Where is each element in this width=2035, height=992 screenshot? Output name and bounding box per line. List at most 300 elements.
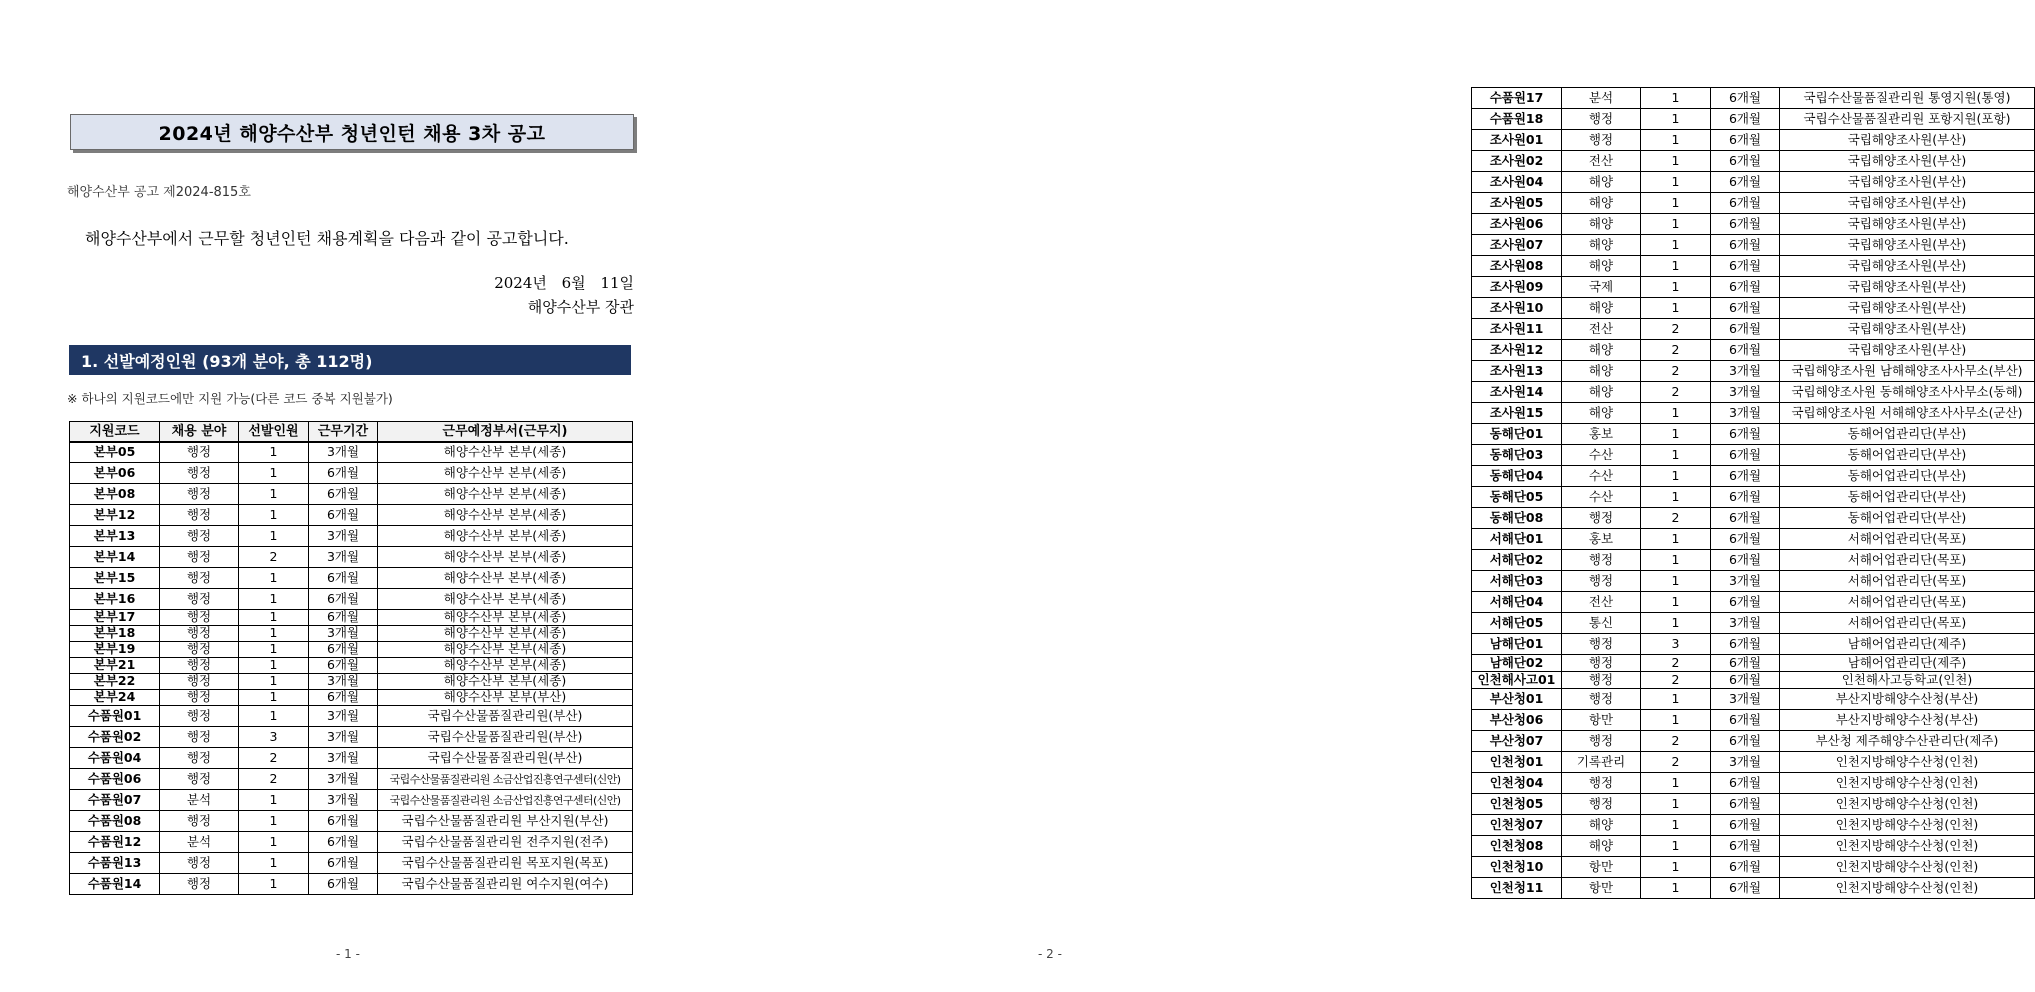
table-row [70, 463, 633, 484]
cell-code: 수품원18 [1472, 109, 1562, 130]
table-row [70, 853, 633, 874]
cell-period: 6개월 [309, 610, 378, 626]
cell-count: 1 [1641, 256, 1711, 277]
cell-field: 행정 [1562, 672, 1641, 689]
cell-period: 3개월 [1711, 382, 1780, 403]
cell-count: 1 [239, 484, 309, 505]
table-row [1472, 298, 2035, 319]
cell-field: 통신 [1562, 613, 1641, 634]
table-row [1472, 529, 2035, 550]
table-row [1472, 773, 2035, 794]
cell-code: 인천청04 [1472, 773, 1562, 794]
cell-code: 조사원08 [1472, 256, 1562, 277]
cell-field: 행정 [160, 811, 239, 832]
table-row [1472, 634, 2035, 655]
cell-field: 수산 [1562, 466, 1641, 487]
table-row [1472, 836, 2035, 857]
cell-code: 수품원01 [70, 706, 160, 727]
table-row [1472, 752, 2035, 773]
table-row [1472, 466, 2035, 487]
cell-place: 부산지방해양수산청(부산) [1780, 710, 2035, 731]
cell-field: 행정 [160, 658, 239, 674]
cell-period: 6개월 [1711, 109, 1780, 130]
cell-field: 행정 [1562, 773, 1641, 794]
cell-place: 해양수산부 본부(세종) [378, 658, 633, 674]
cell-period: 6개월 [1711, 878, 1780, 899]
cell-place: 국립수산물품질관리원 소금산업진흥연구센터(신안) [378, 769, 633, 790]
cell-code: 본부12 [70, 505, 160, 526]
cell-code: 본부08 [70, 484, 160, 505]
cell-code: 수품원06 [70, 769, 160, 790]
cell-count: 1 [239, 463, 309, 484]
cell-period: 6개월 [309, 832, 378, 853]
cell-field: 해양 [1562, 382, 1641, 403]
cell-code: 수품원08 [70, 811, 160, 832]
cell-place: 해양수산부 본부(세종) [378, 547, 633, 568]
cell-code: 본부15 [70, 568, 160, 589]
cell-field: 행정 [160, 853, 239, 874]
cell-count: 1 [1641, 172, 1711, 193]
table-row [1472, 794, 2035, 815]
cell-period: 3개월 [1711, 361, 1780, 382]
cell-field: 해양 [1562, 256, 1641, 277]
cell-place: 서해어업관리단(목포) [1780, 571, 2035, 592]
cell-period: 6개월 [309, 690, 378, 706]
cell-count: 1 [1641, 550, 1711, 571]
cell-place: 국립수산물품질관리원(부산) [378, 748, 633, 769]
cell-count: 1 [1641, 277, 1711, 298]
cell-field: 수산 [1562, 445, 1641, 466]
cell-period: 6개월 [1711, 277, 1780, 298]
cell-place: 국립해양조사원(부산) [1780, 235, 2035, 256]
cell-period: 6개월 [1711, 88, 1780, 109]
cell-field: 항만 [1562, 878, 1641, 899]
cell-period: 3개월 [1711, 571, 1780, 592]
cell-code: 본부24 [70, 690, 160, 706]
cell-period: 6개월 [1711, 466, 1780, 487]
cell-code: 인천청08 [1472, 836, 1562, 857]
cell-count: 1 [1641, 193, 1711, 214]
table-row [70, 811, 633, 832]
table-row [1472, 508, 2035, 529]
cell-count: 1 [239, 658, 309, 674]
cell-count: 1 [1641, 710, 1711, 731]
table-row [1472, 613, 2035, 634]
cell-count: 1 [239, 526, 309, 547]
table-row [1472, 340, 2035, 361]
cell-period: 3개월 [309, 547, 378, 568]
table-row [70, 727, 633, 748]
cell-count: 3 [239, 727, 309, 748]
table-row [1472, 235, 2035, 256]
table-row [70, 769, 633, 790]
cell-code: 조사원06 [1472, 214, 1562, 235]
cell-code: 수품원02 [70, 727, 160, 748]
cell-count: 1 [1641, 88, 1711, 109]
cell-period: 6개월 [309, 505, 378, 526]
cell-field: 해양 [1562, 836, 1641, 857]
cell-field: 행정 [160, 642, 239, 658]
header-period: 근무기간 [309, 422, 378, 442]
cell-count: 1 [239, 853, 309, 874]
cell-code: 부산청07 [1472, 731, 1562, 752]
cell-field: 행정 [160, 874, 239, 895]
cell-period: 6개월 [1711, 235, 1780, 256]
cell-place: 서해어업관리단(목포) [1780, 529, 2035, 550]
table-row [70, 442, 633, 463]
cell-count: 2 [1641, 361, 1711, 382]
cell-field: 행정 [160, 706, 239, 727]
cell-code: 수품원17 [1472, 88, 1562, 109]
cell-period: 6개월 [309, 642, 378, 658]
table-row [70, 874, 633, 895]
signer: 해양수산부 장관 [527, 298, 634, 316]
cell-field: 행정 [160, 484, 239, 505]
cell-code: 본부17 [70, 610, 160, 626]
intro-text: 해양수산부에서 근무할 청년인턴 채용계획을 다음과 같이 공고합니다. [85, 229, 569, 248]
table-row [1472, 193, 2035, 214]
page-2 [700, 0, 2023, 992]
cell-place: 국립해양조사원(부산) [1780, 277, 2035, 298]
cell-field: 해양 [1562, 193, 1641, 214]
cell-period: 6개월 [1711, 550, 1780, 571]
cell-period: 6개월 [1711, 508, 1780, 529]
cell-place: 국립수산물품질관리원 여수지원(여수) [378, 874, 633, 895]
application-note: ※ 하나의 지원코드에만 지원 가능(다른 코드 중복 지원불가) [67, 391, 393, 406]
cell-count: 1 [239, 674, 309, 690]
cell-field: 전산 [1562, 319, 1641, 340]
recruitment-table-page2 [1471, 87, 2035, 899]
cell-count: 2 [1641, 508, 1711, 529]
table-row [1472, 571, 2035, 592]
cell-field: 행정 [1562, 571, 1641, 592]
cell-place: 국립해양조사원(부산) [1780, 298, 2035, 319]
cell-code: 본부18 [70, 626, 160, 642]
cell-code: 조사원02 [1472, 151, 1562, 172]
cell-count: 2 [239, 748, 309, 769]
cell-period: 6개월 [1711, 634, 1780, 655]
cell-count: 1 [239, 442, 309, 463]
page-number: - 2 - [1038, 947, 1062, 961]
cell-field: 행정 [160, 690, 239, 706]
table-row [1472, 172, 2035, 193]
cell-period: 6개월 [309, 658, 378, 674]
cell-code: 남해단02 [1472, 655, 1562, 672]
cell-place: 국립해양조사원 동해해양조사사무소(동해) [1780, 382, 2035, 403]
cell-code: 서해단01 [1472, 529, 1562, 550]
cell-code: 인천해사고01 [1472, 672, 1562, 689]
cell-period: 6개월 [309, 853, 378, 874]
cell-count: 1 [1641, 815, 1711, 836]
cell-count: 2 [1641, 672, 1711, 689]
cell-count: 1 [1641, 689, 1711, 710]
table-row [70, 748, 633, 769]
cell-field: 행정 [1562, 655, 1641, 672]
cell-place: 해양수산부 본부(세종) [378, 642, 633, 658]
cell-period: 6개월 [1711, 794, 1780, 815]
cell-field: 행정 [1562, 634, 1641, 655]
cell-period: 6개월 [1711, 298, 1780, 319]
table-row [70, 706, 633, 727]
cell-count: 2 [1641, 731, 1711, 752]
cell-code: 본부14 [70, 547, 160, 568]
table-row [1472, 109, 2035, 130]
announcement-date: 2024년 6월 11일 [494, 274, 634, 292]
cell-period: 6개월 [1711, 710, 1780, 731]
cell-code: 인천청07 [1472, 815, 1562, 836]
table-row [70, 690, 633, 706]
table-row [70, 568, 633, 589]
cell-place: 국립해양조사원(부산) [1780, 256, 2035, 277]
cell-field: 행정 [1562, 109, 1641, 130]
cell-field: 해양 [1562, 172, 1641, 193]
cell-period: 6개월 [309, 811, 378, 832]
cell-place: 서해어업관리단(목포) [1780, 613, 2035, 634]
table-row [70, 547, 633, 568]
cell-field: 해양 [1562, 361, 1641, 382]
cell-field: 항만 [1562, 857, 1641, 878]
cell-field: 행정 [1562, 731, 1641, 752]
cell-place: 국립수산물품질관리원(부산) [378, 706, 633, 727]
cell-period: 6개월 [1711, 256, 1780, 277]
cell-code: 본부06 [70, 463, 160, 484]
header-department: 근무예정부서(근무지) [378, 422, 633, 442]
cell-place: 해양수산부 본부(세종) [378, 674, 633, 690]
cell-count: 1 [1641, 424, 1711, 445]
cell-code: 본부21 [70, 658, 160, 674]
cell-count: 1 [1641, 773, 1711, 794]
cell-field: 수산 [1562, 487, 1641, 508]
cell-code: 본부19 [70, 642, 160, 658]
cell-period: 6개월 [309, 874, 378, 895]
cell-period: 6개월 [1711, 319, 1780, 340]
page-number: - 1 - [336, 947, 360, 961]
table-row [1472, 592, 2035, 613]
table-row [1472, 256, 2035, 277]
cell-count: 2 [239, 769, 309, 790]
table-row [70, 610, 633, 626]
cell-period: 6개월 [1711, 172, 1780, 193]
cell-count: 2 [1641, 319, 1711, 340]
cell-code: 인천청10 [1472, 857, 1562, 878]
cell-code: 부산청06 [1472, 710, 1562, 731]
cell-period: 3개월 [309, 769, 378, 790]
table-row [1472, 857, 2035, 878]
cell-period: 6개월 [1711, 731, 1780, 752]
cell-count: 1 [1641, 235, 1711, 256]
cell-period: 6개월 [1711, 214, 1780, 235]
cell-count: 1 [1641, 613, 1711, 634]
cell-field: 행정 [160, 727, 239, 748]
cell-place: 국립해양조사원(부산) [1780, 151, 2035, 172]
cell-place: 해양수산부 본부(부산) [378, 690, 633, 706]
cell-period: 3개월 [309, 790, 378, 811]
cell-place: 국립수산물품질관리원(부산) [378, 727, 633, 748]
cell-code: 수품원13 [70, 853, 160, 874]
cell-field: 행정 [160, 547, 239, 568]
cell-period: 6개월 [1711, 815, 1780, 836]
cell-field: 행정 [1562, 508, 1641, 529]
cell-place: 국립해양조사원(부산) [1780, 340, 2035, 361]
cell-count: 1 [1641, 878, 1711, 899]
cell-field: 행정 [160, 568, 239, 589]
cell-count: 1 [1641, 836, 1711, 857]
cell-place: 국립해양조사원(부산) [1780, 193, 2035, 214]
table-row [1472, 151, 2035, 172]
cell-count: 1 [1641, 592, 1711, 613]
table-row [1472, 731, 2035, 752]
cell-place: 남해어업관리단(제주) [1780, 634, 2035, 655]
cell-code: 조사원14 [1472, 382, 1562, 403]
cell-period: 6개월 [309, 589, 378, 610]
cell-code: 조사원11 [1472, 319, 1562, 340]
cell-field: 행정 [160, 505, 239, 526]
cell-period: 6개월 [1711, 836, 1780, 857]
cell-count: 1 [239, 706, 309, 727]
cell-place: 해양수산부 본부(세종) [378, 505, 633, 526]
table-row [1472, 878, 2035, 899]
table-row [1472, 710, 2035, 731]
cell-field: 행정 [160, 626, 239, 642]
cell-code: 동해단04 [1472, 466, 1562, 487]
cell-count: 1 [1641, 571, 1711, 592]
cell-code: 남해단01 [1472, 634, 1562, 655]
cell-count: 1 [1641, 214, 1711, 235]
table-row [1472, 424, 2035, 445]
table-row [1472, 689, 2035, 710]
cell-count: 1 [1641, 403, 1711, 424]
cell-count: 1 [239, 811, 309, 832]
cell-place: 인천지방해양수산청(인천) [1780, 773, 2035, 794]
cell-field: 행정 [1562, 689, 1641, 710]
cell-code: 수품원14 [70, 874, 160, 895]
cell-period: 6개월 [1711, 340, 1780, 361]
cell-place: 국립수산물품질관리원 목포지원(목포) [378, 853, 633, 874]
cell-period: 3개월 [309, 727, 378, 748]
cell-period: 6개월 [309, 484, 378, 505]
cell-field: 행정 [160, 769, 239, 790]
cell-code: 수품원07 [70, 790, 160, 811]
cell-field: 분석 [1562, 88, 1641, 109]
cell-count: 1 [1641, 445, 1711, 466]
cell-field: 행정 [160, 610, 239, 626]
cell-count: 2 [1641, 752, 1711, 773]
cell-count: 1 [1641, 466, 1711, 487]
table-row [70, 674, 633, 690]
cell-place: 인천해사고등학교(인천) [1780, 672, 2035, 689]
cell-count: 3 [1641, 634, 1711, 655]
cell-field: 행정 [160, 674, 239, 690]
section-heading: 1. 선발예정인원 (93개 분야, 총 112명) [69, 345, 631, 375]
cell-code: 본부22 [70, 674, 160, 690]
cell-code: 부산청01 [1472, 689, 1562, 710]
cell-period: 6개월 [309, 568, 378, 589]
cell-place: 서해어업관리단(목포) [1780, 550, 2035, 571]
cell-code: 본부16 [70, 589, 160, 610]
table-row [1472, 655, 2035, 672]
cell-count: 2 [239, 547, 309, 568]
cell-field: 행정 [160, 442, 239, 463]
cell-place: 남해어업관리단(제주) [1780, 655, 2035, 672]
cell-count: 1 [1641, 109, 1711, 130]
cell-period: 6개월 [1711, 151, 1780, 172]
cell-period: 3개월 [1711, 752, 1780, 773]
cell-place: 국립해양조사원 서해해양조사사무소(군산) [1780, 403, 2035, 424]
cell-count: 1 [239, 626, 309, 642]
cell-field: 분석 [160, 790, 239, 811]
cell-place: 국립수산물품질관리원 통영지원(통영) [1780, 88, 2035, 109]
cell-place: 해양수산부 본부(세종) [378, 626, 633, 642]
cell-code: 수품원12 [70, 832, 160, 853]
cell-field: 행정 [1562, 550, 1641, 571]
cell-field: 행정 [1562, 794, 1641, 815]
cell-field: 국제 [1562, 277, 1641, 298]
cell-field: 분석 [160, 832, 239, 853]
cell-count: 1 [1641, 151, 1711, 172]
cell-count: 1 [239, 832, 309, 853]
cell-code: 서해단05 [1472, 613, 1562, 634]
cell-place: 국립해양조사원(부산) [1780, 319, 2035, 340]
cell-period: 6개월 [1711, 529, 1780, 550]
cell-code: 서해단04 [1472, 592, 1562, 613]
cell-period: 6개월 [1711, 672, 1780, 689]
table-row [1472, 214, 2035, 235]
cell-period: 3개월 [309, 706, 378, 727]
cell-code: 인천청05 [1472, 794, 1562, 815]
cell-code: 동해단05 [1472, 487, 1562, 508]
cell-count: 2 [1641, 340, 1711, 361]
cell-count: 1 [239, 610, 309, 626]
cell-code: 조사원05 [1472, 193, 1562, 214]
table-row [1472, 361, 2035, 382]
cell-field: 항만 [1562, 710, 1641, 731]
cell-field: 전산 [1562, 592, 1641, 613]
cell-code: 서해단03 [1472, 571, 1562, 592]
table-row [70, 790, 633, 811]
cell-count: 1 [239, 690, 309, 706]
cell-code: 동해단01 [1472, 424, 1562, 445]
cell-field: 전산 [1562, 151, 1641, 172]
cell-code: 조사원10 [1472, 298, 1562, 319]
notice-number: 해양수산부 공고 제2024-815호 [67, 185, 251, 200]
table-row [1472, 88, 2035, 109]
cell-place: 인천지방해양수산청(인천) [1780, 836, 2035, 857]
cell-code: 동해단03 [1472, 445, 1562, 466]
cell-place: 인천지방해양수산청(인천) [1780, 794, 2035, 815]
announcement-title: 2024년 해양수산부 청년인턴 채용 3차 공고 [70, 114, 634, 150]
table-row [70, 589, 633, 610]
cell-period: 3개월 [1711, 613, 1780, 634]
table-row [70, 505, 633, 526]
cell-period: 6개월 [1711, 487, 1780, 508]
cell-count: 1 [239, 505, 309, 526]
cell-field: 해양 [1562, 214, 1641, 235]
cell-period: 6개월 [1711, 424, 1780, 445]
cell-code: 조사원12 [1472, 340, 1562, 361]
cell-place: 인천지방해양수산청(인천) [1780, 878, 2035, 899]
header-count: 선발인원 [239, 422, 309, 442]
cell-code: 동해단08 [1472, 508, 1562, 529]
cell-count: 1 [1641, 794, 1711, 815]
cell-period: 3개월 [309, 526, 378, 547]
cell-place: 부산청 제주해양수산관리단(제주) [1780, 731, 2035, 752]
cell-code: 조사원13 [1472, 361, 1562, 382]
cell-place: 해양수산부 본부(세종) [378, 568, 633, 589]
cell-field: 기록관리 [1562, 752, 1641, 773]
header-field: 채용 분야 [160, 422, 239, 442]
cell-period: 3개월 [1711, 689, 1780, 710]
cell-count: 1 [239, 568, 309, 589]
